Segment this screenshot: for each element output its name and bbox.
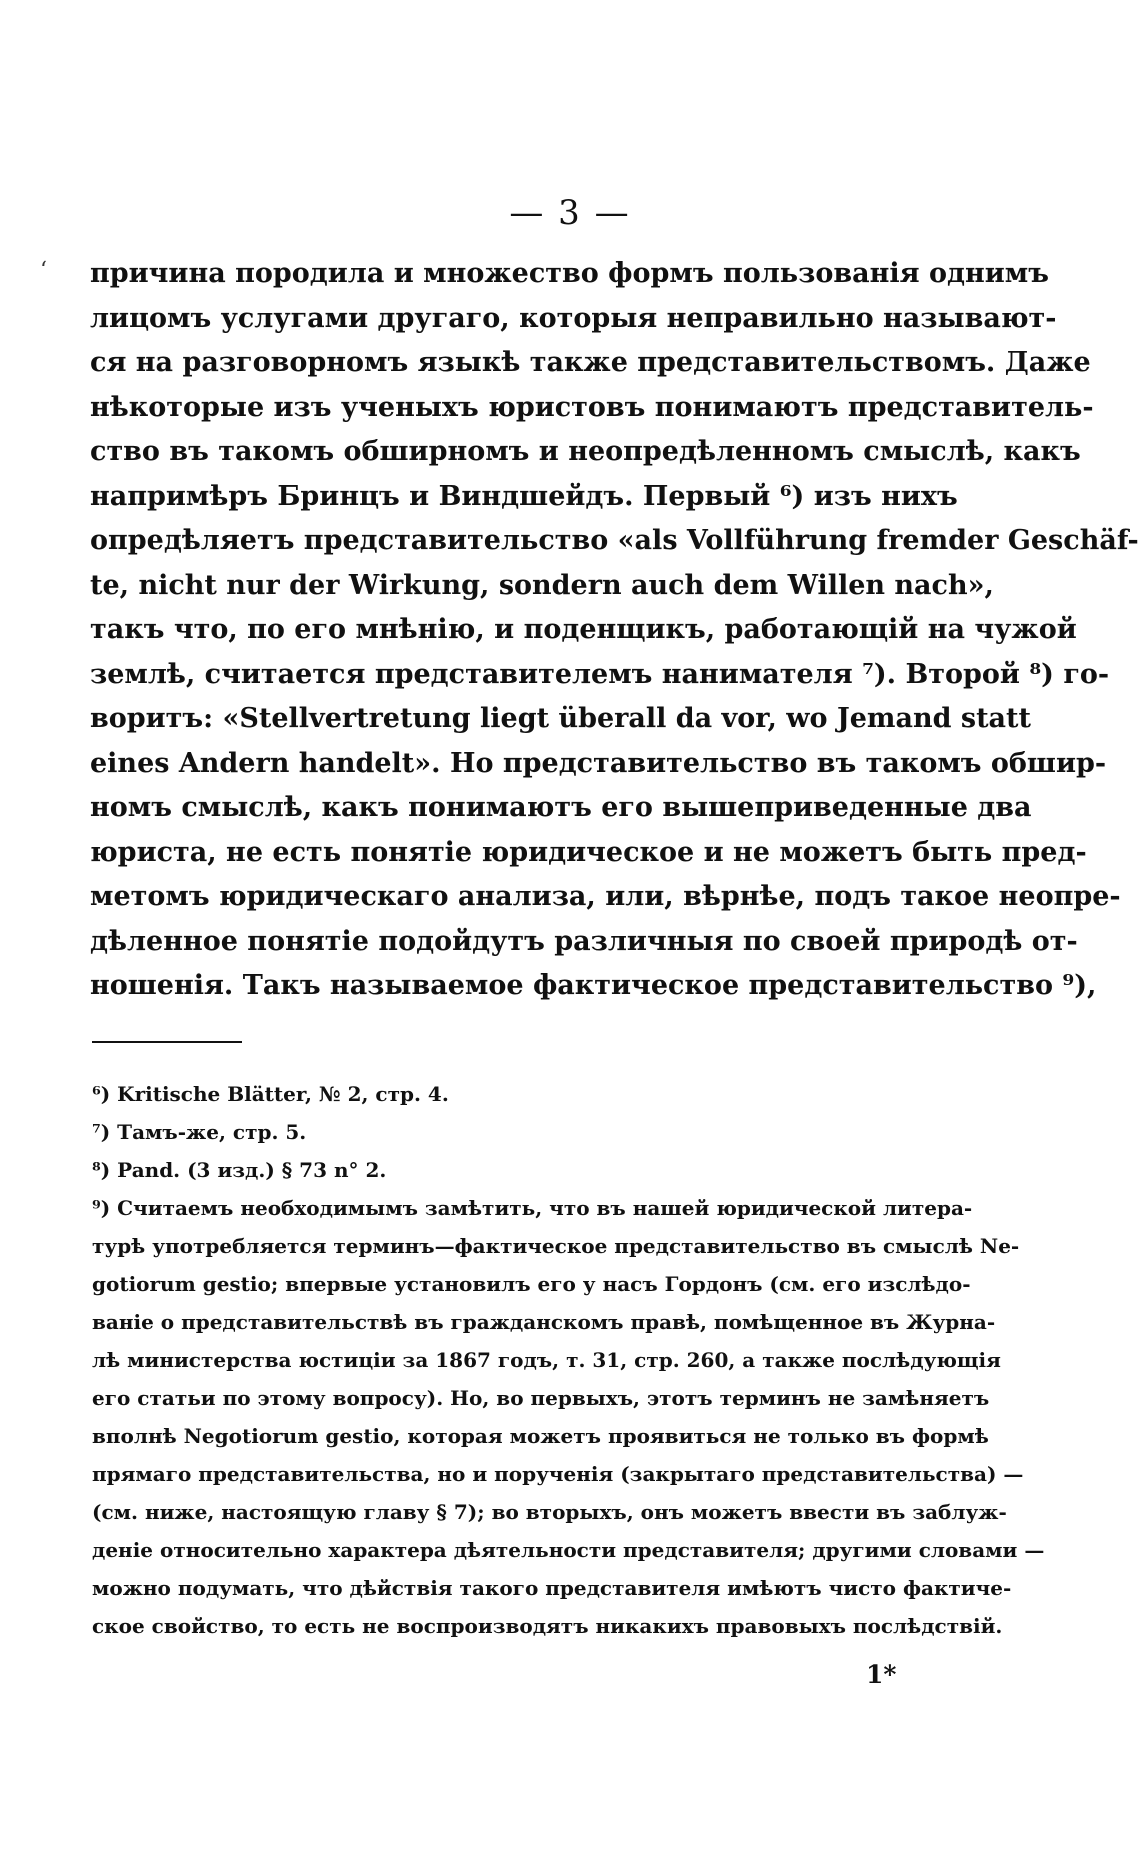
footnote-9-line: деніе относительно характера дѣятельности представителя; другими словами — [92,1538,1045,1562]
footnote-9-line: лѣ министерства юстиціи за 1867 годъ, т. 31, стр. 260, а также послѣдующія [92,1348,1001,1372]
footnotes [92,1075,1045,1645]
body-line: te, nicht nur der Wirkung, sondern auch dem Willen nach», [90,569,994,601]
footnote-8: ⁸) Pand. (3 изд.) § 73 n° 2. [92,1158,387,1182]
body-text [90,252,1139,1009]
footnote-9-line: gotiorum gestio; впервые установилъ его у насъ Гордонъ (см. его изслѣдо- [92,1272,971,1296]
body-line: опредѣляетъ представительство «als Vollführung fremder Geschäf- [90,525,1139,556]
body-line: причина породила и множество формъ пользованія однимъ [90,258,1049,289]
page-number: — 3 — [509,193,631,233]
body-line: ся на разговорномъ языкѣ также представительствомъ. Даже [90,347,1091,378]
body-line: дѣленное понятіе подойдутъ различныя по своей природѣ от- [90,925,1078,957]
body-line: землѣ, считается представителемъ нанимателя ⁷). Второй ⁸) го- [90,658,1110,690]
body-line: лицомъ услугами другаго, которыя неправильно называют- [90,302,1057,334]
body-line: eines Andern handelt». Но представительство въ такомъ обшир- [90,747,1107,779]
body-line: напримѣръ Бринцъ и Виндшейдъ. Первый ⁶) изъ нихъ [90,480,958,512]
footnote-9-line: его статьи по этому вопросу). Но, во первыхъ, этотъ терминъ не замѣняетъ [92,1386,990,1410]
footnote-separator [92,1041,242,1043]
body-line: метомъ юридическаго анализа, или, вѣрнѣе, подъ такое неопре- [90,881,1121,912]
body-line: воритъ: «Stellvertretung liegt überall da vor, wo Jemand statt [90,703,1031,734]
footnote-7: ⁷) Тамъ-же, стр. 5. [92,1120,307,1144]
footnote-9-line: ское свойство, то есть не воспроизводятъ никакихъ правовыхъ послѣдствій. [92,1614,1003,1638]
footnote-9-line: прямаго представительства, но и порученія (закрытаго представительства) — [92,1462,1024,1486]
footnote-9-line: вполнѣ Negotiorum gestio, которая можетъ проявиться не только въ формѣ [92,1424,989,1448]
footnote-9-line: можно подумать, что дѣйствія такого представителя имѣютъ чисто фактиче- [92,1576,1012,1600]
body-line: ношенія. Такъ называемое фактическое представительство ⁹), [90,970,1097,1001]
body-line: номъ смыслѣ, какъ понимаютъ его вышеприведенные два [90,792,1032,823]
signature-mark: 1* [866,1660,897,1689]
body-line: нѣкоторые изъ ученыхъ юристовъ понимаютъ представитель- [90,391,1094,423]
body-line: такъ что, по его мнѣнію, и поденщикъ, работающій на чужой [90,614,1077,645]
footnote-9-line: ваніе о представительствѣ въ гражданскомъ правѣ, помѣщенное въ Журна- [92,1310,996,1334]
footnote-6: ⁶) Kritische Blätter, № 2, стр. 4. [92,1082,449,1106]
margin-mark: ‘ [40,258,47,283]
footnote-9-line: ⁹) Считаемъ необходимымъ замѣтить, что въ нашей юридической литера- [92,1196,973,1220]
body-line: юриста, не есть понятіе юридическое и не можетъ быть пред- [90,836,1087,868]
footnote-9-line: (см. ниже, настоящую главу § 7); во вторыхъ, онъ можетъ ввести въ заблуж- [92,1500,1007,1524]
footnote-9-line: турѣ употребляется терминъ—фактическое представительство въ смыслѣ Ne- [92,1234,1020,1258]
body-line: ство въ такомъ обширномъ и неопредѣленномъ смыслѣ, какъ [90,436,1081,467]
